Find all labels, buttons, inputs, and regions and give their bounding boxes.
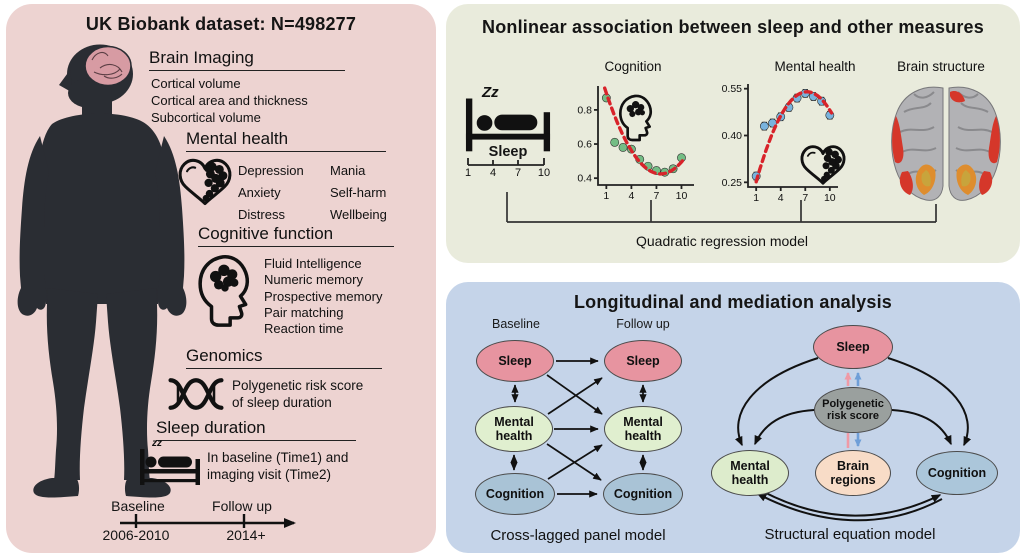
node-label: risk score bbox=[827, 410, 879, 422]
node-label: Mental bbox=[730, 459, 770, 473]
node-label: Sleep bbox=[836, 340, 870, 354]
svg-text:7: 7 bbox=[802, 192, 809, 204]
section-heading-brain-imaging: Brain Imaging bbox=[149, 48, 345, 71]
timeline-baseline-range: 2006-2010 bbox=[102, 527, 170, 543]
clpm-node-sleep-followup bbox=[604, 340, 682, 382]
list-item: Anxiety bbox=[238, 185, 281, 200]
clpm-node-mental-baseline bbox=[475, 406, 553, 452]
node-label: Sleep bbox=[498, 354, 532, 368]
sleep-axis-tick: 1 bbox=[464, 167, 472, 179]
sleep-duration-text bbox=[207, 449, 348, 483]
node-label: Sleep bbox=[626, 354, 660, 368]
clpm-node-sleep-baseline bbox=[476, 340, 554, 382]
node-label: health bbox=[624, 429, 662, 443]
list-item: Reaction time bbox=[264, 321, 344, 337]
node-label: health bbox=[731, 473, 769, 487]
svg-text:0.8: 0.8 bbox=[577, 104, 592, 117]
list-item: Cortical area and thickness bbox=[151, 93, 308, 108]
svg-text:1: 1 bbox=[753, 192, 760, 204]
svg-text:7: 7 bbox=[653, 190, 660, 202]
longitudinal-mediation-panel bbox=[446, 282, 1020, 553]
brain-structure-label: Brain structure bbox=[897, 59, 985, 74]
svg-text:0.40: 0.40 bbox=[721, 130, 742, 142]
sem-node-sleep bbox=[813, 325, 893, 369]
timeline-baseline-label: Baseline bbox=[111, 498, 165, 514]
cognitive-function-items bbox=[264, 256, 382, 337]
node-label: regions bbox=[830, 473, 876, 487]
list-item: Wellbeing bbox=[330, 207, 387, 222]
node-label: Cognition bbox=[927, 466, 987, 480]
brain-imaging-items bbox=[151, 75, 308, 126]
list-item: Self-harm bbox=[330, 185, 387, 200]
sem-node-mental-health bbox=[711, 450, 789, 496]
clpm-node-cognition-followup bbox=[603, 473, 683, 515]
cognition-chart-title: Cognition bbox=[604, 59, 662, 74]
brain-in-head-icon bbox=[85, 47, 131, 86]
top-right-panel-title: Nonlinear association between sleep and other measures bbox=[482, 17, 984, 37]
heart-brain-icon bbox=[798, 143, 848, 187]
text-line: of sleep duration bbox=[232, 395, 332, 410]
clpm-followup-label: Follow up bbox=[616, 317, 670, 331]
list-item: Distress bbox=[238, 207, 285, 222]
list-item: Fluid Intelligence bbox=[264, 256, 362, 271]
heart-brain-icon bbox=[176, 156, 234, 208]
node-label: Cognition bbox=[485, 487, 545, 501]
brain-structure-image bbox=[884, 82, 1008, 206]
text-line: In baseline (Time1) and bbox=[207, 450, 349, 465]
head-brain-icon bbox=[614, 94, 660, 142]
timeline-followup-label: Follow up bbox=[212, 498, 272, 514]
sleep-bed-icon-large bbox=[464, 90, 552, 152]
genomics-text bbox=[232, 377, 363, 411]
section-heading-cognitive-function: Cognitive function bbox=[198, 224, 394, 247]
dna-icon bbox=[166, 376, 226, 412]
node-label: Cognition bbox=[613, 487, 673, 501]
text-line: imaging visit (Time2) bbox=[207, 467, 332, 482]
text-line: Polygenetic risk score bbox=[232, 378, 364, 393]
zz-glyph: Zz bbox=[482, 84, 499, 101]
head-brain-icon bbox=[196, 253, 256, 329]
mental-health-items bbox=[238, 160, 387, 226]
svg-text:0.25: 0.25 bbox=[721, 176, 742, 189]
node-label: health bbox=[495, 429, 533, 443]
list-item: Depression bbox=[238, 163, 304, 178]
clpm-node-cognition-baseline bbox=[475, 473, 555, 515]
zz-glyph: zz bbox=[152, 438, 162, 449]
sem-node-cognition bbox=[916, 451, 998, 495]
section-heading-mental-health: Mental health bbox=[186, 129, 386, 152]
svg-text:10: 10 bbox=[675, 190, 688, 202]
list-item: Cortical volume bbox=[151, 76, 241, 91]
svg-text:0.6: 0.6 bbox=[577, 138, 592, 151]
sleep-axis-tick: 10 bbox=[537, 167, 551, 179]
nonlinear-association-panel bbox=[446, 4, 1020, 263]
clpm-caption: Cross-lagged panel model bbox=[490, 527, 666, 544]
timeline-followup-range: 2014+ bbox=[226, 527, 266, 543]
sleep-axis-tick: 4 bbox=[489, 167, 497, 179]
sleep-axis-tick: 7 bbox=[514, 167, 522, 179]
left-panel-title: UK Biobank dataset: N=498277 bbox=[85, 14, 357, 34]
bottom-right-panel-title: Longitudinal and mediation analysis bbox=[573, 292, 893, 312]
list-item: Subcortical volume bbox=[151, 110, 261, 125]
clpm-baseline-label: Baseline bbox=[492, 317, 540, 331]
list-item: Numeric memory bbox=[264, 272, 363, 288]
svg-text:0.4: 0.4 bbox=[577, 172, 592, 185]
list-item: Mania bbox=[330, 163, 366, 178]
list-item: Prospective memory bbox=[264, 288, 383, 304]
sem-node-brain-regions bbox=[815, 450, 891, 496]
sleep-axis-label: Sleep bbox=[488, 144, 528, 160]
section-heading-sleep-duration: Sleep duration bbox=[156, 418, 356, 441]
list-item: Pair matching bbox=[264, 304, 344, 320]
svg-text:0.55: 0.55 bbox=[721, 83, 742, 96]
node-label: Polygenetic bbox=[822, 397, 884, 410]
ukb-dataset-panel bbox=[6, 4, 436, 553]
mental-health-chart-title: Mental health bbox=[774, 59, 856, 74]
quadratic-regression-label: Quadratic regression model bbox=[636, 233, 808, 249]
node-label: Brain bbox=[837, 459, 869, 473]
svg-text:10: 10 bbox=[823, 192, 836, 204]
svg-text:4: 4 bbox=[628, 190, 635, 202]
section-heading-genomics: Genomics bbox=[186, 346, 382, 369]
svg-text:1: 1 bbox=[603, 190, 610, 202]
node-label: Mental bbox=[623, 415, 663, 429]
clpm-node-mental-followup bbox=[604, 406, 682, 452]
sem-caption: Structural equation model bbox=[764, 526, 936, 543]
sleep-bed-icon bbox=[138, 447, 202, 489]
sem-node-polygenetic-risk-score bbox=[814, 387, 892, 433]
node-label: Mental bbox=[494, 415, 534, 429]
svg-text:4: 4 bbox=[777, 192, 784, 204]
